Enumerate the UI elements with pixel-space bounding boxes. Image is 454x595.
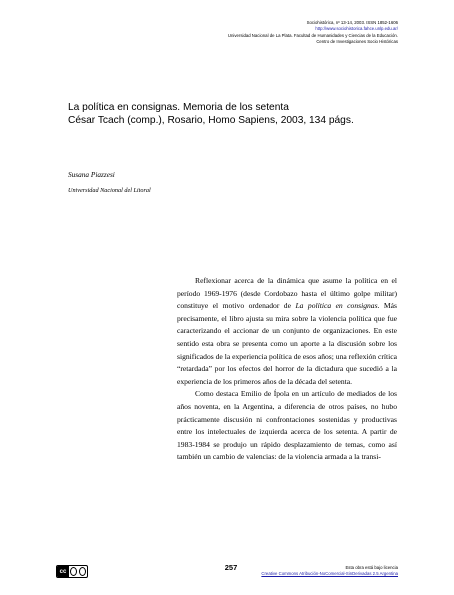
- university-line: Universidad Nacional de La Plata. Facultad de Humanidades y Ciencias de la Educación.: [227, 32, 398, 38]
- creative-commons-by-nc-sa-icon[interactable]: [56, 565, 88, 578]
- license-noncommercial-icon: [79, 567, 86, 576]
- author-affiliation: Universidad Nacional del Litoral: [68, 187, 151, 194]
- license-link[interactable]: Creative Commons Atribución-NoComercial-SinDerivadas 2.5 Argentina: [261, 571, 398, 577]
- paragraph-2: Como destaca Emilio de Ípola en un artículo de mediados de los años noventa, en la Argentina, a diferencia de otros países, no hubo prácticamente discusión ni confrontaciones sostenidas y productivas entre los intelectuales de izquierda acerca de los setenta. A partir de 1983-1984 se produjo un rápido desplazamiento de temas, como así también un cambio de valencias: de la violencia armada a la transi-: [177, 389, 397, 462]
- review-title: [68, 101, 408, 128]
- review-title-line1: La política en consignas. Memoria de los setenta: [68, 102, 289, 113]
- book-title-italic: La política en consignas: [295, 301, 378, 311]
- license-line-1: Esta obra está bajo licencia: [345, 565, 398, 570]
- license-notice: [158, 565, 398, 578]
- license-attribution-icon: [70, 567, 77, 576]
- review-body: [177, 275, 397, 464]
- page-number: 257: [224, 563, 238, 572]
- paragraph-1-end: . Más precisamente, el libro ajusta su mira sobre la violencia política que fue caracterizando el accionar de un conjunto de organizaciones. En este sentido esta obra se presenta como un aporte a la discusión sobre los significados de la experiencia política de esos años; una reflexión crítica “retardada” por los efectos del horror de la dictadura que sucedió a la experiencia de los primeros años de la década del setenta.: [177, 301, 397, 386]
- paragraph-1-start: Reflexionar acerca de la dinámica que asume la política en el período 1969-1976 (desde Cordobazo hasta el último golpe militar) constituye el motivo ordenador de: [177, 276, 397, 311]
- journal-url-link[interactable]: http://www.sociohistorica.fahce.unlp.edu.ar/: [315, 26, 398, 32]
- paragraph-1: [177, 275, 397, 388]
- citation-line: Sociohistórica, nº 13-14, 2003. ISSN 1852-1606: [306, 20, 398, 25]
- author-name: Susana Piazzesi: [68, 170, 115, 179]
- cc-logo: cc: [57, 566, 69, 577]
- centre-line: Centro de Investigaciones Socio Históricas: [316, 38, 398, 44]
- review-title-line2: César Tcach (comp.), Rosario, Homo Sapiens, 2003, 134 págs.: [68, 115, 354, 127]
- journal-header: [98, 20, 398, 45]
